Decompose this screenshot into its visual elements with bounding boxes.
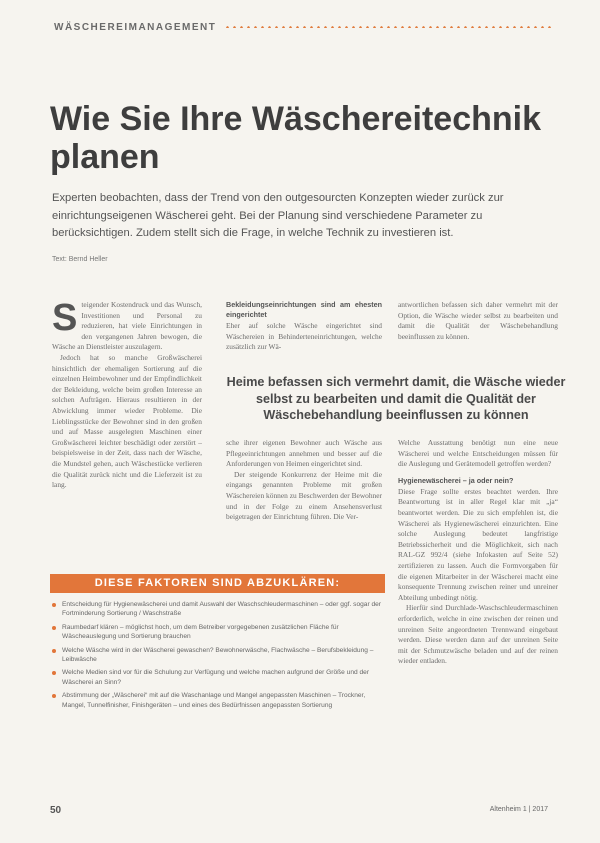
issue-label: Altenheim 1 | 2017	[489, 806, 548, 813]
list-item: Entscheidung für Hygienewäscherei und damit Auswahl der Waschschleudermaschinen – oder ggf. sogar der Fortminderung Sortierung / Waschstraße	[52, 600, 390, 619]
paragraph: Eher auf solche Wäsche eingerichtet sind Wäschereien in Behinderteneinrichtungen, welche zusätzlich zur Wä-	[226, 321, 382, 352]
paragraph: teigender Kostendruck und das Wunsch, Investitionen und Personal zu reduzieren, hat viele Einrichtungen in den vergangenen Jahren bewogen, die Wäsche an Dienstleister auszulagern.	[52, 300, 202, 352]
paragraph: Welche Ausstattung benötigt nun eine neue Wäscherei und welche Entscheidungen müssen für die Auslegung und Gerätemodell getroffen werden?	[398, 438, 558, 469]
author-byline: Text: Bernd Heller	[52, 256, 108, 263]
section-header	[54, 20, 554, 34]
factors-box-title: DIESE FAKTOREN SIND ABZUKLÄREN:	[50, 574, 385, 593]
subheading: Hygienewäscherei – ja oder nein?	[398, 475, 514, 485]
section-label: WÄSCHEREIMANAGEMENT	[54, 21, 217, 33]
text-column-1	[52, 297, 202, 491]
text-column-3-bottom	[398, 438, 558, 667]
paragraph: Der steigende Konkurrenz der Heime mit die eingangs genannten Probleme mit großen Wäschereien können zu Beschwerden der Bewohner und in der Folge zu einem Ansehensverlust beigetragen der Einrichtung führen. Die Ver-	[226, 469, 382, 522]
paragraph: Hierfür sind Durchlade-Waschschleudermaschinen erforderlich, welche in eine zwischen der reinen und unreinen Seite angeordneten Trennwand eingebaut werden. Diese werden dann auf der unreinen Seite mit der Schmutzwäsche beladen und auf der reinen wieder entladen.	[398, 603, 558, 666]
dotted-rule	[224, 26, 554, 28]
text-column-2-top	[226, 300, 382, 353]
list-item: Welche Medien sind vor für die Schulung zur Verfügung und welche machen aufgrund der Größe und der Wäscherei an Sinn?	[52, 668, 390, 687]
pull-quote: Heime befassen sich vermehrt damit, die Wäsche wieder selbst zu bearbeiten und damit die Qualität der Wäschebehandlung beeinflussen zu können	[226, 375, 566, 422]
drop-cap: S	[52, 297, 78, 339]
subheading: Bekleidungseinrichtungen sind am ehesten eingerichtet	[226, 300, 382, 319]
text-column-2-bottom	[226, 438, 382, 523]
list-item: Abstimmung der „Wäscherei“ mit auf die Waschanlage und Mangel angepassten Maschinen – Trockner, Mangel, Tunnelfinisher, Finishgeräten – und eines des Bedürfnissen angepassten Sortierung	[52, 691, 390, 710]
page-number: 50	[50, 805, 62, 816]
paragraph: Diese Frage sollte erstes beachtet werden. Ihre Beantwortung ist in aller Regel klar mit „ja“ beantwortet werden. Die zu sich empfehlen ist, die Wäscherei als Hygienewäscherei einzurichten. Eine solche Auslegung bedeutet langfristige Betriebssicherheit und die Möglichkeit, sich nach RAL-GZ 992/4 (siehe Infokasten auf Seite 52) zertifizieren zu lassen. Auch die Formvorgaben für die eigenen Mitarbeiter in der Wäscherei macht eine konsequente Trennung zwischen reiner und unreiner Abteilung unbedingt nötig.	[398, 486, 558, 602]
paragraph: Jedoch hat so manche Großwäscherei hinsichtlich der ehemaligen Sortierung auf die einzelnen Heimbewohner und der Empfindlichkeit der Bekleidung, welche beim großen Interesse an solchen Aufträgen. Hieraus resultieren in der Abwicklung immer wieder Probleme. Die Lieblingsstücke der Bewohner sind in den großen und auf Masse ausgelegten Maschinen einer Großwäscherei leichter beschädigt oder zerstört – beispielsweise in der Zeit, dass nach der Wäsche, die Mundstel gehen, auch Wäschestücke verlieren die Qualität zurück nicht und die Lieferzeit ist zu lang.	[52, 352, 202, 490]
paragraph: antwortlichen befassen sich daher vermehrt mit der Option, die Wäsche wieder selbst zu bearbeiten und damit die Qualität der Wäschebehandlung beeinflussen zu können.	[398, 300, 558, 341]
paragraph: sche ihrer eigenen Bewohner auch Wäsche aus Pflegeeinrichtungen annehmen und besser auf die Anforderungen von Heimen eingerichtet sind.	[226, 438, 382, 469]
list-item: Raumbedarf klären – möglichst hoch, um dem Betreiber vorgegebenen zusätzlichen Fläche für Wäscheauslegung und Sortierung brauchen	[52, 623, 390, 642]
article-lead: Experten beobachten, dass der Trend von den outgesourcten Konzepten wieder zurück zur einrichtungseigenen Wäscherei geht. Bei der Planung sind verschiedene Parameter zu berücksichtigen. Zudem stellt sich die Frage, in welche Technik zu investieren ist.	[52, 192, 504, 239]
text-column-3-top	[398, 300, 558, 342]
list-item: Welche Wäsche wird in der Wäscherei gewaschen? Bewohnerwäsche, Flachwäsche – Berufsbekleidung – Leibwäsche	[52, 646, 390, 665]
factors-list	[52, 600, 390, 714]
article-title: Wie Sie Ihre Wäschereitechnik planen	[50, 100, 541, 176]
